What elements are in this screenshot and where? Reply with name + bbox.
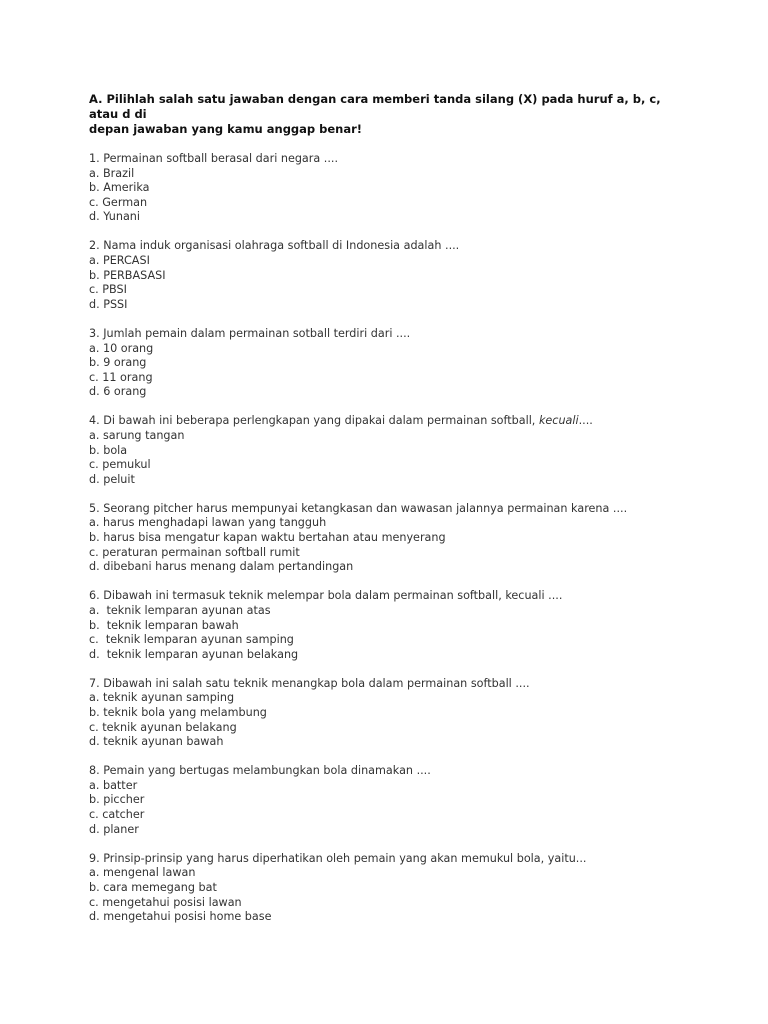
option-a: a. 10 orang xyxy=(89,341,154,355)
option-a: a. Brazil xyxy=(89,166,135,180)
option-b: b. 9 orang xyxy=(89,356,147,370)
option-d: d. mengetahui posisi home base xyxy=(89,910,272,924)
question-7 xyxy=(89,677,689,750)
option-d: d. peluit xyxy=(89,472,135,486)
question-1 xyxy=(89,152,689,225)
question-text: 1. Permainan softball berasal dari negara .... xyxy=(89,152,339,165)
question-text-main: 4. Di bawah ini beberapa perlengkapan yang dipakai dalam permainan softball, xyxy=(89,414,539,428)
option-c: c. mengetahui posisi lawan xyxy=(89,895,242,909)
option-c: c. 11 orang xyxy=(89,370,153,384)
option-d: d. Yunani xyxy=(89,210,140,224)
question-text: 2. Nama induk organisasi olahraga softball di Indonesia adalah .... xyxy=(89,239,460,253)
option-d: d. teknik lemparan ayunan belakang xyxy=(89,647,299,661)
question-text xyxy=(89,414,689,429)
option-a: a. batter xyxy=(89,778,138,792)
question-text-ellipsis: .... xyxy=(578,414,593,428)
option-b: b. Amerika xyxy=(89,181,150,195)
option-a: a. teknik ayunan samping xyxy=(89,691,235,705)
option-b: b. teknik lemparan bawah xyxy=(89,618,239,632)
option-b: b. piccher xyxy=(89,793,145,807)
option-c: c. teknik lemparan ayunan samping xyxy=(89,633,294,647)
question-4 xyxy=(89,414,689,487)
option-a: a. mengenal lawan xyxy=(89,866,196,880)
question-text: 6. Dibawah ini termasuk teknik melempar bola dalam permainan softball, kecuali .... xyxy=(89,589,563,603)
question-text: 3. Jumlah pemain dalam permainan sotball terdiri dari .... xyxy=(89,326,411,340)
question-text-italic: kecuali xyxy=(538,414,579,428)
option-b: b. teknik bola yang melambung xyxy=(89,706,267,719)
question-3 xyxy=(89,327,689,400)
question-text: 8. Pemain yang bertugas melambungkan bola dinamakan .... xyxy=(89,764,431,778)
instruction-line-2: depan jawaban yang kamu anggap benar! xyxy=(89,122,363,136)
document-page xyxy=(89,92,689,939)
option-a: a. teknik lemparan ayunan atas xyxy=(89,603,271,617)
instruction-line-1: A. Pilihlah salah satu jawaban dengan cara memberi tanda silang (X) pada huruf a, b, c, atau d di xyxy=(89,92,661,121)
question-5 xyxy=(89,502,689,575)
instruction-heading xyxy=(89,92,689,137)
option-b: b. PERBASASI xyxy=(89,268,166,282)
option-a: a. sarung tangan xyxy=(89,429,185,442)
option-b: b. bola xyxy=(89,443,128,457)
option-a: a. harus menghadapi lawan yang tangguh xyxy=(89,516,327,530)
question-text: 9. Prinsip-prinsip yang harus diperhatikan oleh pemain yang akan memukul bola, yaitu... xyxy=(89,851,587,865)
question-8 xyxy=(89,764,689,837)
question-9 xyxy=(89,852,689,925)
option-c: c. catcher xyxy=(89,808,145,822)
option-d: d. planer xyxy=(89,822,139,836)
option-c: c. German xyxy=(89,195,148,209)
option-c: c. peraturan permainan softball rumit xyxy=(89,545,300,559)
question-6 xyxy=(89,589,689,662)
option-b: b. harus bisa mengatur kapan waktu bertahan atau menyerang xyxy=(89,531,446,545)
question-2 xyxy=(89,239,689,312)
option-c: c. teknik ayunan belakang xyxy=(89,720,237,734)
option-d: d. PSSI xyxy=(89,297,128,311)
question-text: 5. Seorang pitcher harus mempunyai ketangkasan dan wawasan jalannya permainan karena .... xyxy=(89,501,628,515)
option-b: b. cara memegang bat xyxy=(89,880,217,894)
option-d: d. 6 orang xyxy=(89,385,147,399)
option-c: c. PBSI xyxy=(89,283,127,297)
question-text: 7. Dibawah ini salah satu teknik menangkap bola dalam permainan softball .... xyxy=(89,676,530,690)
option-c: c. pemukul xyxy=(89,458,151,472)
option-a: a. PERCASI xyxy=(89,254,150,268)
option-d: d. dibebani harus menang dalam pertandingan xyxy=(89,560,354,574)
option-d: d. teknik ayunan bawah xyxy=(89,735,224,749)
